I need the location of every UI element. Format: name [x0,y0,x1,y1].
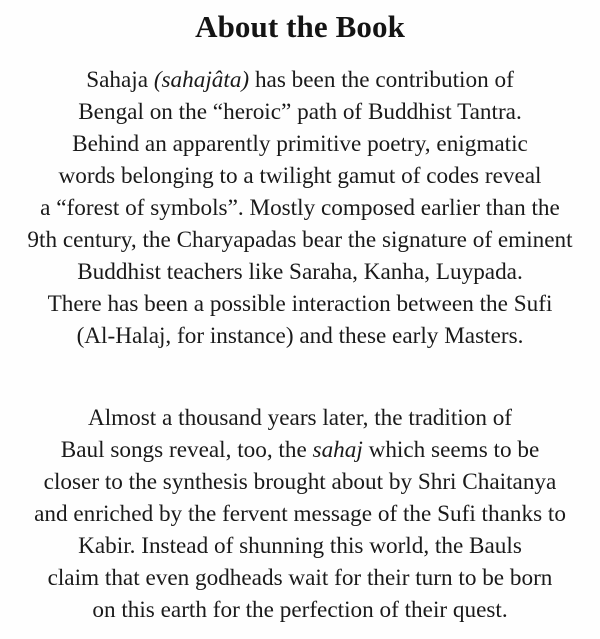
text-run: Behind an apparently primitive poetry, enigmatic [72,131,528,157]
text-run: Kabir. Instead of shunning this world, the Bauls [78,533,522,559]
text-run: claim that even godheads wait for their turn to be born [47,565,553,591]
text-line [6,160,594,192]
text-run: and enriched by the fervent message of the Sufi thanks to [34,501,566,527]
text-line [6,192,594,224]
paragraph-1 [0,64,600,352]
text-line [6,530,594,562]
text-run: a “forest of symbols”. Mostly composed earlier than the [40,195,560,221]
book-description-body [0,64,600,626]
text-line [6,562,594,594]
text-run: 9th century, the Charyapadas bear the signature of eminent [27,227,573,253]
text-run: Almost a thousand years later, the tradition of [87,405,513,431]
text-run: closer to the synthesis brought about by Shri Chaitanya [43,469,557,495]
text-run: which seems to be [362,437,540,463]
text-run: Baul songs reveal, too, the [60,437,313,463]
emphasized-term: sahaj [312,437,363,463]
text-run: on this earth for the perfection of their quest. [92,597,508,623]
text-line [6,594,594,626]
text-run: (Al-Halaj, for instance) and these early Masters. [76,323,524,349]
text-line [6,498,594,530]
text-line [6,320,594,352]
page-title: About the Book [195,9,405,44]
text-line [6,434,594,466]
text-line [6,288,594,320]
text-line [6,64,594,96]
text-line [6,256,594,288]
text-line [6,224,594,256]
text-line [6,466,594,498]
text-line [6,402,594,434]
emphasized-term: (sahajâta) [153,67,250,93]
paragraph-2 [0,402,600,626]
text-run: There has been a possible interaction between the Sufi [47,291,553,317]
text-run: has been the contribution of [249,67,514,93]
text-run: Sahaja [86,67,154,93]
text-run: words belonging to a twilight gamut of codes reveal [58,163,542,189]
text-line [6,128,594,160]
text-line [6,96,594,128]
text-run: Bengal on the “heroic” path of Buddhist Tantra. [78,99,522,125]
text-run: Buddhist teachers like Saraha, Kanha, Luypada. [77,259,523,285]
